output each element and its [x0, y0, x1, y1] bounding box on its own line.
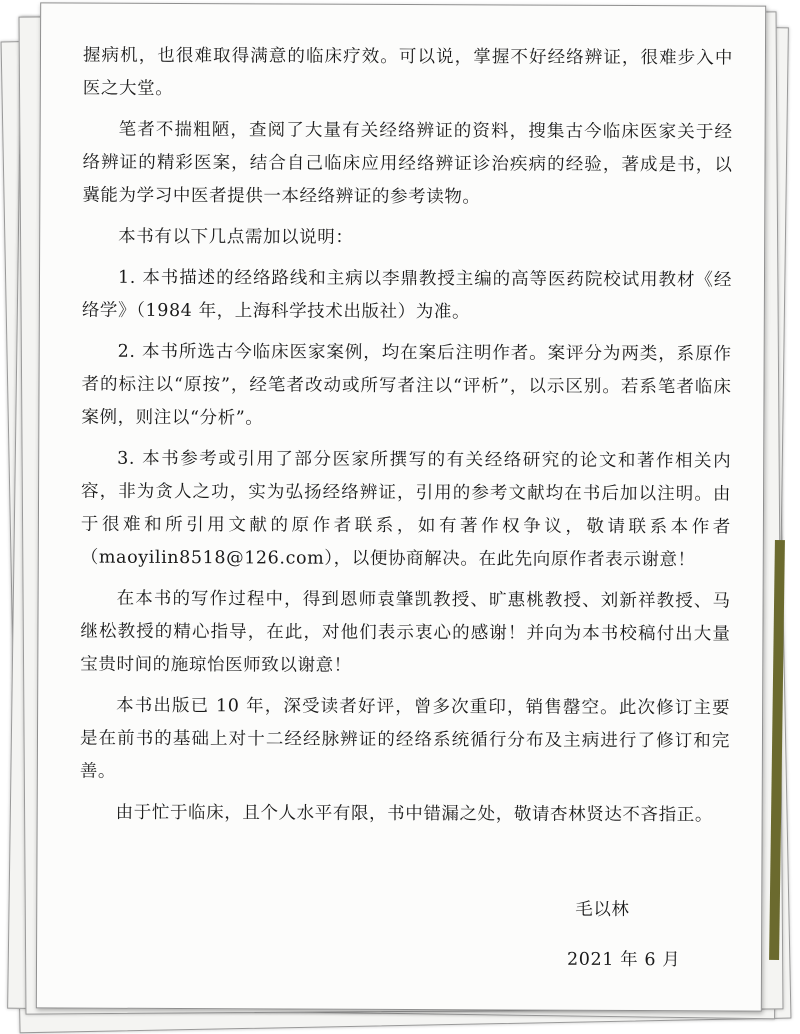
paragraph-note-2: 2. 本书所选古今临床医家案例，均在案后注明作者。案评分为两类，系原作者的标注以“原按”，经笔者改动或所写者注以“评析”，以示区别。若系笔者临床案例，则注以“分析”。 — [81, 341, 732, 429]
paragraph-revision: 本书出版已 10 年，深受读者好评，曾多次重印，销售罄空。此次修订主要是在前书的基础上对十二经经脉辨证的经络系统循行分布及主病进行了修订和完善。 — [79, 695, 731, 782]
preface-body — [80, 40, 733, 833]
paragraph-note-3: 3. 本书参考或引用了部分医家所撰写的有关经络研究的论文和著作相关内容，非为贪人之功，实为弘扬经络辨证，引用的参考文献均在书后加以注明。由于很难和所引用文献的原作者联系，如有著作权争议，敬请联系本作者（maoyilin8518@126.com），以便协商解决。在此先向原作者表示谢意！ — [80, 448, 732, 571]
paragraph-closing: 由于忙于临床，且个人水平有限，书中错漏之处，敬请杏林贤达不吝指正。 — [115, 802, 714, 826]
author-signature: 毛以林 — [575, 899, 630, 921]
paragraph-notes-heading: 本书有以下几点需加以说明： — [118, 226, 354, 248]
paragraph-purpose: 笔者不揣粗陋，查阅了大量有关经络辨证的资料，搜集古今临床医家关于经络辨证的精彩医案，结合自己临床应用经络辨证诊治疾病的经验，著成是书，以冀能为学习中医者提供一本经络辨证的参考读物。 — [82, 119, 733, 208]
signature-date: 2021 年 6 月 — [566, 949, 681, 971]
paragraph-intro-continued: 握病机，也很难取得满意的临床疗效。可以说，掌握不好经络辨证，很难步入中医之大堂。 — [82, 45, 734, 100]
paragraph-acknowledgement: 在本书的写作过程中，得到恩师袁肇凯教授、旷惠桃教授、刘新祥教授、马继松教授的精心指导，在此，对他们表示衷心的感谢！并向为本书校稿付出大量宝贵时间的施琼怡医师致以谢意！ — [80, 588, 731, 676]
paragraph-note-1: 1. 本书描述的经络路线和主病以李鼎教授主编的高等医药院校试用教材《经络学》（1984 年，上海科学技术出版社）为准。 — [81, 267, 733, 323]
document-page — [36, 2, 766, 1011]
